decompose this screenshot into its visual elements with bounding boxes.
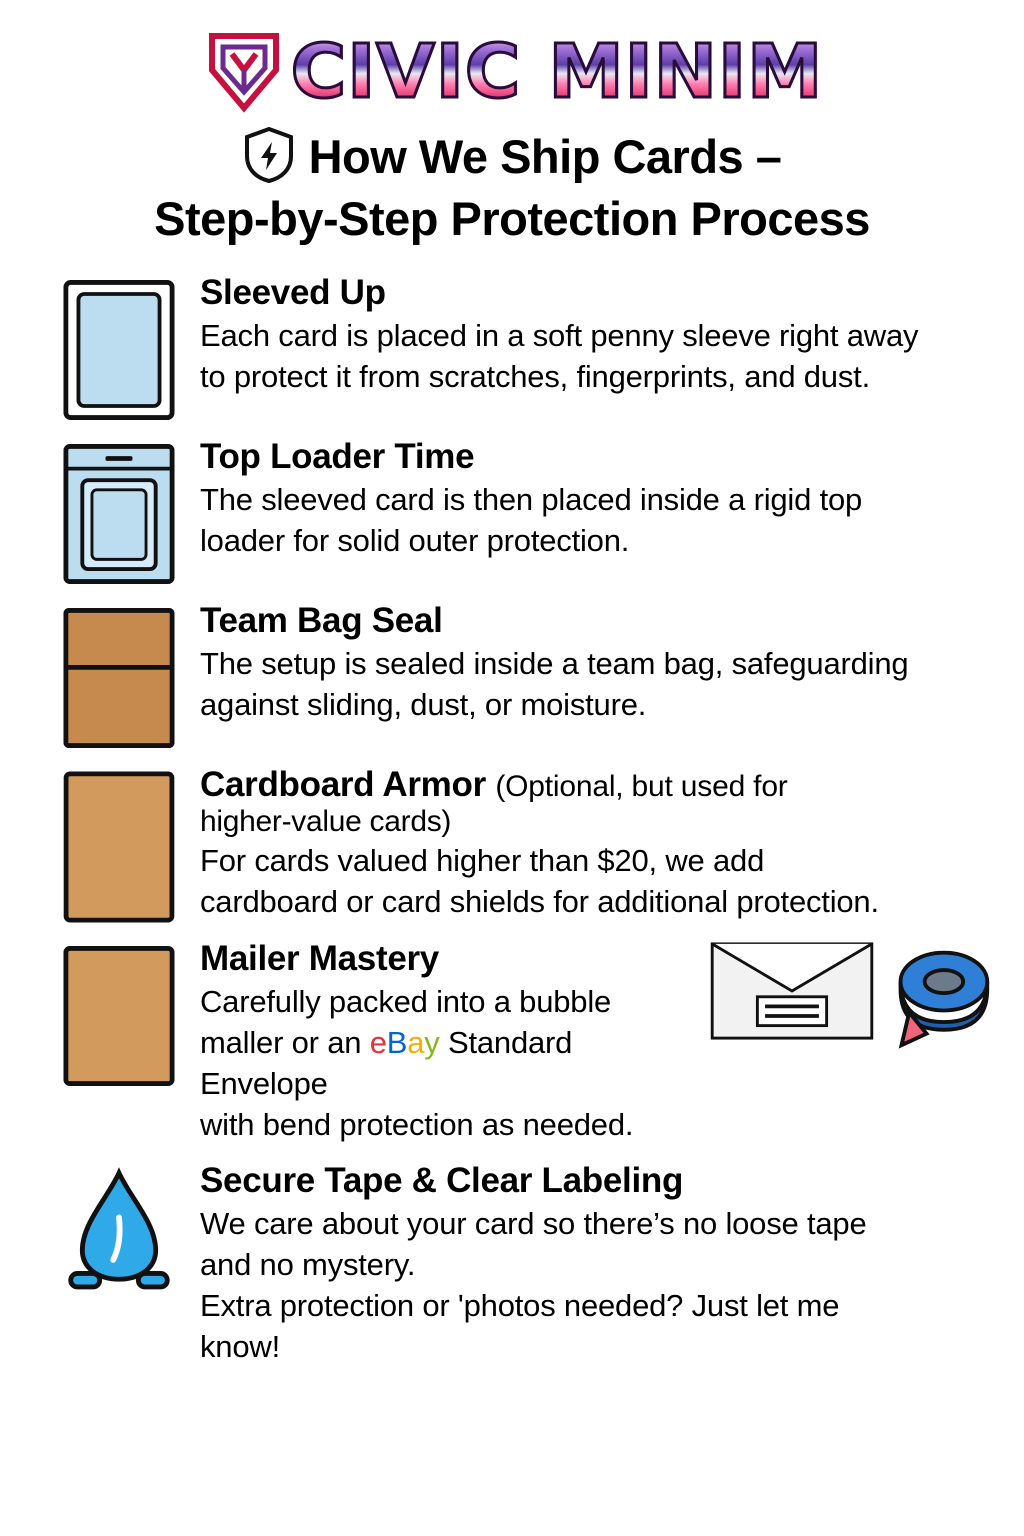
step-heading-note: (Optional, but used for bbox=[495, 770, 788, 804]
brand-name: CIVIC MINIM bbox=[290, 29, 824, 115]
shield-bolt-icon bbox=[243, 126, 295, 184]
list-item bbox=[60, 601, 1000, 749]
step-heading bbox=[200, 765, 1000, 804]
title-line-2: Step-by-Step Protection Process bbox=[154, 192, 870, 245]
step-heading: Secure Tape & Clear Labeling bbox=[200, 1161, 684, 1201]
step-description bbox=[200, 1203, 1000, 1368]
list-item bbox=[60, 1161, 1000, 1367]
ebay-wordmark: eBay bbox=[369, 1024, 440, 1060]
step-desc-line-ebay bbox=[200, 1022, 680, 1104]
team-bag-icon bbox=[60, 601, 178, 749]
envelope-icon bbox=[708, 941, 876, 1041]
step-description bbox=[200, 315, 1000, 397]
step-desc-line: and no mystery. bbox=[200, 1246, 416, 1282]
cardboard-armor-icon bbox=[60, 765, 178, 923]
penny-sleeve-card-icon bbox=[60, 273, 178, 421]
step-desc-line: against sliding, dust, or moisture. bbox=[200, 686, 647, 722]
blue-tape-roll-icon bbox=[888, 941, 994, 1053]
step-heading-note-line2: higher-value cards) bbox=[200, 804, 452, 838]
step-description bbox=[200, 981, 680, 1146]
step-desc-line: The setup is sealed inside a team bag, safeguarding bbox=[200, 645, 909, 681]
step-description bbox=[200, 479, 1000, 561]
step-desc-line: We care about your card so there’s no loose tape bbox=[200, 1205, 867, 1241]
step-desc-line: loader for solid outer protection. bbox=[200, 522, 630, 558]
step-desc-line: Carefully packed into a bubble bbox=[200, 983, 612, 1019]
top-loader-card-icon bbox=[60, 437, 178, 585]
step-description bbox=[200, 643, 1000, 725]
step-desc-line: Extra protection or ʹphotos needed? Just let me bbox=[200, 1288, 840, 1324]
bubble-mailer-card-icon bbox=[60, 939, 178, 1087]
step-desc-line-pre: maller or an bbox=[200, 1024, 370, 1060]
list-item bbox=[60, 437, 1000, 585]
step-description bbox=[200, 840, 1000, 922]
step-desc-line-post: Standard Envelope bbox=[200, 1024, 573, 1101]
step-desc-line: cardboard or card shields for additional protection. bbox=[200, 884, 879, 920]
step-heading-text: Cardboard Armor bbox=[200, 765, 486, 805]
title-line-1: How We Ship Cards – bbox=[308, 130, 782, 184]
step-desc-line: Each card is placed in a soft penny sleeve right away bbox=[200, 317, 919, 353]
list-item bbox=[60, 939, 1000, 1145]
step-desc-line: know! bbox=[200, 1329, 280, 1365]
step-desc-line: with bend protection as needed. bbox=[200, 1107, 634, 1143]
steps-list bbox=[0, 273, 1024, 1367]
civic-minim-shield-logo-icon bbox=[206, 30, 282, 114]
step-desc-line: to protect it from scratches, fingerprints, and dust. bbox=[200, 358, 870, 394]
list-item bbox=[60, 273, 1000, 421]
step-desc-line: For cards valued higher than $20, we add bbox=[200, 843, 765, 879]
step-heading: Top Loader Time bbox=[200, 437, 475, 477]
step-desc-line: The sleeved card is then placed inside a rigid top bbox=[200, 481, 863, 517]
tape-dispenser-icon bbox=[60, 1161, 178, 1293]
step-heading: Sleeved Up bbox=[200, 273, 386, 313]
page-title bbox=[0, 126, 1024, 247]
step-heading: Mailer Mastery bbox=[200, 939, 439, 979]
step-heading: Team Bag Seal bbox=[200, 601, 443, 641]
list-item bbox=[60, 765, 1000, 923]
brand-header bbox=[0, 0, 1024, 115]
mailer-extra-icons bbox=[708, 941, 994, 1053]
